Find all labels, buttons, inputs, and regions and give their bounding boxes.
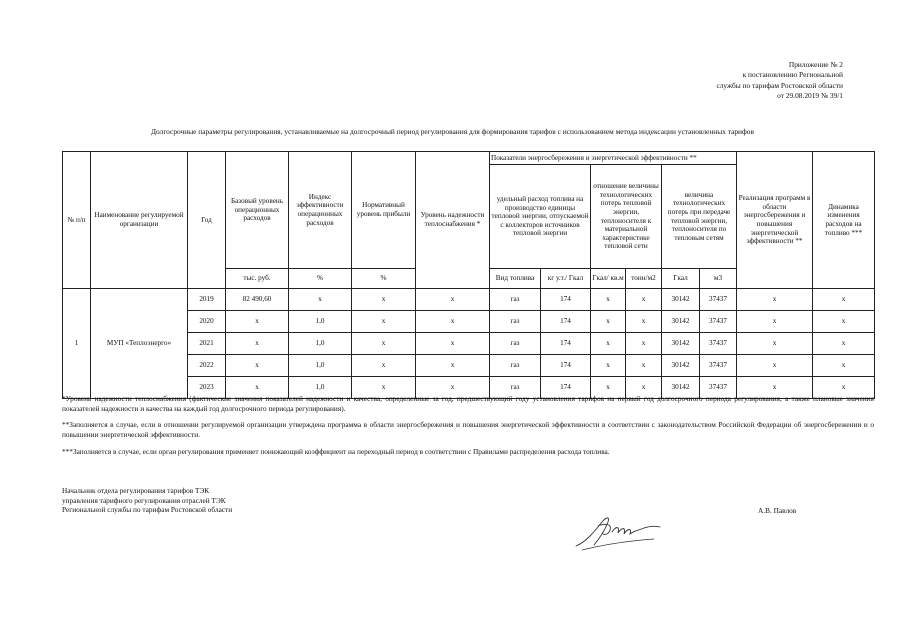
cell: x — [737, 289, 813, 311]
cell: x — [352, 333, 416, 355]
cell: x — [626, 333, 662, 355]
org-num-cell: 1 — [63, 289, 91, 399]
header-fuel: удельный расход топлива на производство единицы тепловой энергии, отпускаемой с коллекторов источников тепловой энергии — [490, 165, 591, 269]
footnote-reliability: *Уровень надежности теплоснабжения (фактические значения показателей надежности и качества, определенные за год, предшествующий году установления тарифов на первый год долгосрочного периода регулирования, а также плановые значения показателей надежности и качества на каждый год долгосрочного периода регулирования). — [62, 394, 874, 413]
cell: газ — [490, 333, 541, 355]
unit-base: тыс. руб. — [226, 269, 289, 289]
cell: 2020 — [188, 311, 226, 333]
cell: x — [626, 289, 662, 311]
unit-fuel-type: Вид топлива — [490, 269, 541, 289]
cell: x — [626, 355, 662, 377]
cell: газ — [490, 355, 541, 377]
cell: газ — [490, 377, 541, 399]
cell: x — [416, 333, 490, 355]
header-num: № п/п — [63, 152, 91, 289]
parameters-table — [62, 151, 875, 399]
cell: x — [352, 289, 416, 311]
document-title: Долгосрочные параметры регулирования, устанавливаемые на долгосрочный период регулирования для формирования тарифов с использованием метода индексации установленных тарифов — [151, 127, 754, 136]
cell: x — [737, 311, 813, 333]
header-dynamics: Динамика изменения расходов на топливо *** — [813, 152, 875, 289]
cell: x — [813, 311, 875, 333]
cell: x — [226, 333, 289, 355]
cell: x — [813, 377, 875, 399]
unit-profit: % — [352, 269, 416, 289]
cell: x — [813, 289, 875, 311]
signer-line: Региональной службы по тарифам Ростовской области — [62, 505, 233, 515]
appendix-line: Приложение № 2 — [788, 60, 843, 69]
org-name-cell: МУП «Теплоэнерго» — [91, 289, 188, 399]
header-org: Наименование регулируемой организации — [91, 152, 188, 289]
header-program: Реализация программ в области энергосбережения и повышения энергетической эффективности ** — [737, 152, 813, 289]
header-year: Год — [188, 152, 226, 289]
header-loss-ratio: отношение величины технологических потерь тепловой энергии, теплоносителя к материальной характеристике тепловой сети — [591, 165, 662, 269]
unit-ratio-t: тонн/м2 — [626, 269, 662, 289]
cell: x — [813, 333, 875, 355]
cell: x — [352, 355, 416, 377]
header-index: Индекс эффективности операционных расходов — [289, 152, 352, 269]
cell: 1,0 — [289, 377, 352, 399]
cell: 30142 — [662, 311, 700, 333]
cell: 30142 — [662, 333, 700, 355]
table-row — [63, 289, 875, 311]
cell: 82 490,60 — [226, 289, 289, 311]
cell: 2019 — [188, 289, 226, 311]
cell: x — [591, 289, 626, 311]
cell: 174 — [541, 377, 591, 399]
cell: 174 — [541, 289, 591, 311]
header-loss-value: величина технологических потерь при передаче тепловой энергии, теплоносителя по тепловым сетям — [662, 165, 737, 269]
cell: 37437 — [700, 355, 737, 377]
cell: x — [226, 355, 289, 377]
cell: x — [352, 311, 416, 333]
cell: x — [591, 377, 626, 399]
cell: 30142 — [662, 355, 700, 377]
signer-line: Начальник отдела регулирования тарифов ТЭК — [62, 486, 210, 495]
cell: 30142 — [662, 289, 700, 311]
cell: x — [416, 289, 490, 311]
cell: x — [813, 355, 875, 377]
cell: 37437 — [700, 311, 737, 333]
cell: x — [737, 333, 813, 355]
cell: 30142 — [662, 377, 700, 399]
header-base: Базовый уровень операционных расходов — [226, 152, 289, 269]
footnote-energy-program: **Заполняется в случае, если в отношении регулируемой организации утверждена программа в области энергосбережения и повышения энергетической эффективности в соответствии с законодательством Российской Федерации об энергосбережении и о повышении энергетической эффективности. — [62, 420, 874, 439]
unit-loss-m3: м3 — [700, 269, 737, 289]
cell: 1,0 — [289, 333, 352, 355]
footnote-fuel-dynamics: ***Заполняется в случае, если орган регулирования применяет понижающий коэффициент на переходный период в соответствии с Правилами распределения расхода топлива. — [62, 447, 610, 456]
appendix-line: к постановлению Региональной — [742, 70, 843, 80]
cell: 174 — [541, 355, 591, 377]
cell: 37437 — [700, 377, 737, 399]
cell: x — [352, 377, 416, 399]
cell: x — [416, 377, 490, 399]
unit-index: % — [289, 269, 352, 289]
cell: 2023 — [188, 377, 226, 399]
cell: x — [591, 355, 626, 377]
header-energy-group: Показатели энергосбережения и энергетической эффективности ** — [490, 152, 737, 165]
cell: 1,0 — [289, 355, 352, 377]
cell: x — [626, 311, 662, 333]
cell: x — [626, 377, 662, 399]
cell: x — [737, 377, 813, 399]
cell: x — [416, 355, 490, 377]
cell: x — [226, 311, 289, 333]
cell: 37437 — [700, 289, 737, 311]
unit-fuel-rate: кг у.т./ Гкал — [541, 269, 591, 289]
cell: x — [591, 333, 626, 355]
cell: газ — [490, 311, 541, 333]
signer-name: А.В. Павлов — [758, 506, 797, 515]
handwritten-signature — [572, 512, 664, 552]
signer-line: управления тарифного регулирования отраслей ТЭК — [62, 495, 226, 505]
cell: 174 — [541, 333, 591, 355]
cell: 2021 — [188, 333, 226, 355]
unit-loss-gcal: Гкал — [662, 269, 700, 289]
header-reliability: Уровень надежности теплоснабжения * — [416, 152, 490, 289]
cell: 174 — [541, 311, 591, 333]
cell: 1,0 — [289, 311, 352, 333]
appendix-line: от 29.08.2019 № 39/1 — [777, 91, 843, 101]
signer-position — [62, 486, 232, 515]
unit-ratio-gcal: Гкал/ кв.м — [591, 269, 626, 289]
cell: x — [226, 377, 289, 399]
cell: x — [737, 355, 813, 377]
cell: 2022 — [188, 355, 226, 377]
cell: x — [289, 289, 352, 311]
appendix-line: службы по тарифам Ростовской области — [716, 80, 843, 90]
cell: 37437 — [700, 333, 737, 355]
header-profit: Нормативный уровень прибыли — [352, 152, 416, 269]
appendix-header — [716, 60, 843, 102]
cell: газ — [490, 289, 541, 311]
cell: x — [416, 311, 490, 333]
cell: x — [591, 311, 626, 333]
